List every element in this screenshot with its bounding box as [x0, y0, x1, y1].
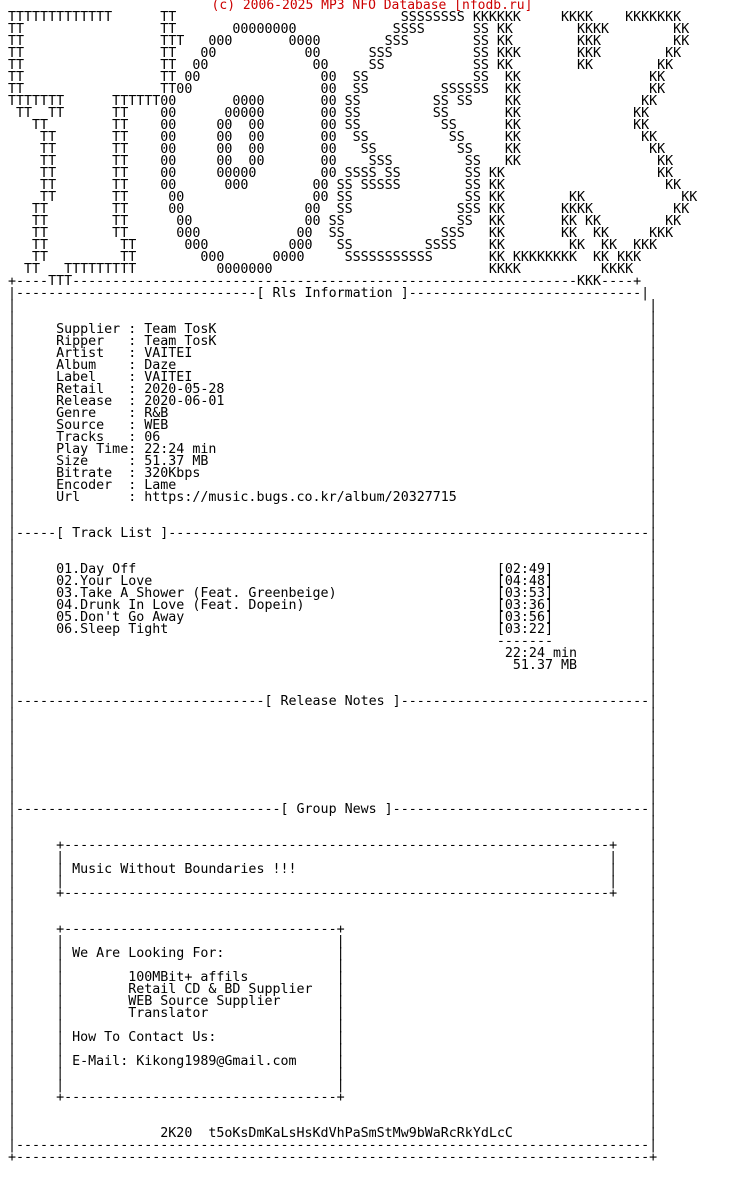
copyright-link[interactable]: (c) 2006-2025 MP3 NFO Database [nfodb.ru] — [211, 0, 533, 13]
nfo-body-text: TTTTTTTTTTTTT TT SSSSSSSS KKKKKK KKKK KKKKKKK TT TT 00000000 SSSS SS KK KKKK KK TT TTT 000 0000 SSS SS KK KKK KK TT TT 00 00 SSS SS KKK KKK KK TT TT 00 00 SS SS KK KK KK TT TT 00 00 SS SS KK KK TT TT00 00 SS SSSSSS KK KK TTTTTTT TTTTTT00 0000 00 SS SS SS KK KK TT TT TT 00 00000 00 SS SS KK KK TT TT 00 00 00 00 SS SS KK KK TT TT 00 00 00 00 SS SS KK KK TT TT 00 00 00 00 SS SS KK KK TT TT 00 00 00 00 SSS SS KK KK TT TT 00 00000 00 SSSS SS SS KK KK TT TT 00 000 00 SS SSSSS SS KK KK TT TT 00 00 SS SS KK KK KK TT TT 00 00 SS SSS KK KKKK KK TT TT 00 00 SS SS KK KK KK KK TT TT 000 00 SS SSS KK KK KK KKK TT TT 000 000 SS SSSS KK KK KK KKK TT TT 000 0000 SSSSSSSSSSS KK KKKKKKKK KK KKK TT TTTTTTTTT 0000000 KKKK KKKK +----TTT---------------------------------------------------------------KKK----+ |------------------------------[ Rls Information ]-----------------------------| | | | | | Supplier : Team TosK | | Ripper : Team TosK | | Artist : VAITEI | | Album : Daze | | Label : VAITEI | | Retail : 2020-05-28 | | Release : 2020-06-01 | | Genre : R&B | | Source : WEB | | Tracks : 06 | | Play Time: 22:24 min | | Size : 51.37 MB | | Bitrate : 320Kbps | | Encoder : Lame | | Url : https://music.bugs.co.kr/album/20327715 | | | | | |-----[ Track List ]------------------------------------------------------------| | | | | | 01.Day Off [02:49] | | 02.Your Love [04:48] | | 03.Take A Shower (Feat. Greenbeige) [03:53] | | 04.Drunk In Love (Feat. Dopein) [03:36] | | 05.Don't Go Away [03:56] | | 06.Sleep Tight [03:22] | | ------- | | 22:24 min | | 51.37 MB | | | | | |-------------------------------[ Release Notes ]-------------------------------| | | | | | | | | | | | | | | | | |---------------------------------[ Group News ]--------------------------------| | | | | | +--------------------------------------------------------------------+ | | | | | | | Music Without Boundaries !!! | | | | | | | +--------------------------------------------------------------------+ | | | | | | +----------------------------------+ | | | | | | | We Are Looking For: | | | | | | | | 100MBit+ affils | | | | Retail CD & BD Supplier | | | | WEB Source Supplier | | | | Translator | | | | | | | | How To Contact Us: | | | | | | | | E-Mail: Kikong1989@Gmail.com | | | | | | | | | | | +----------------------------------+ | | | | | | 2K20 t5oKsDmKaLsHsKdVhPaSmStMw9bWaRcRkYdLcC | |-------------------------------------------------------------------------------| +-------------------------------------------------------------------------------+ — [8, 10, 698, 1165]
